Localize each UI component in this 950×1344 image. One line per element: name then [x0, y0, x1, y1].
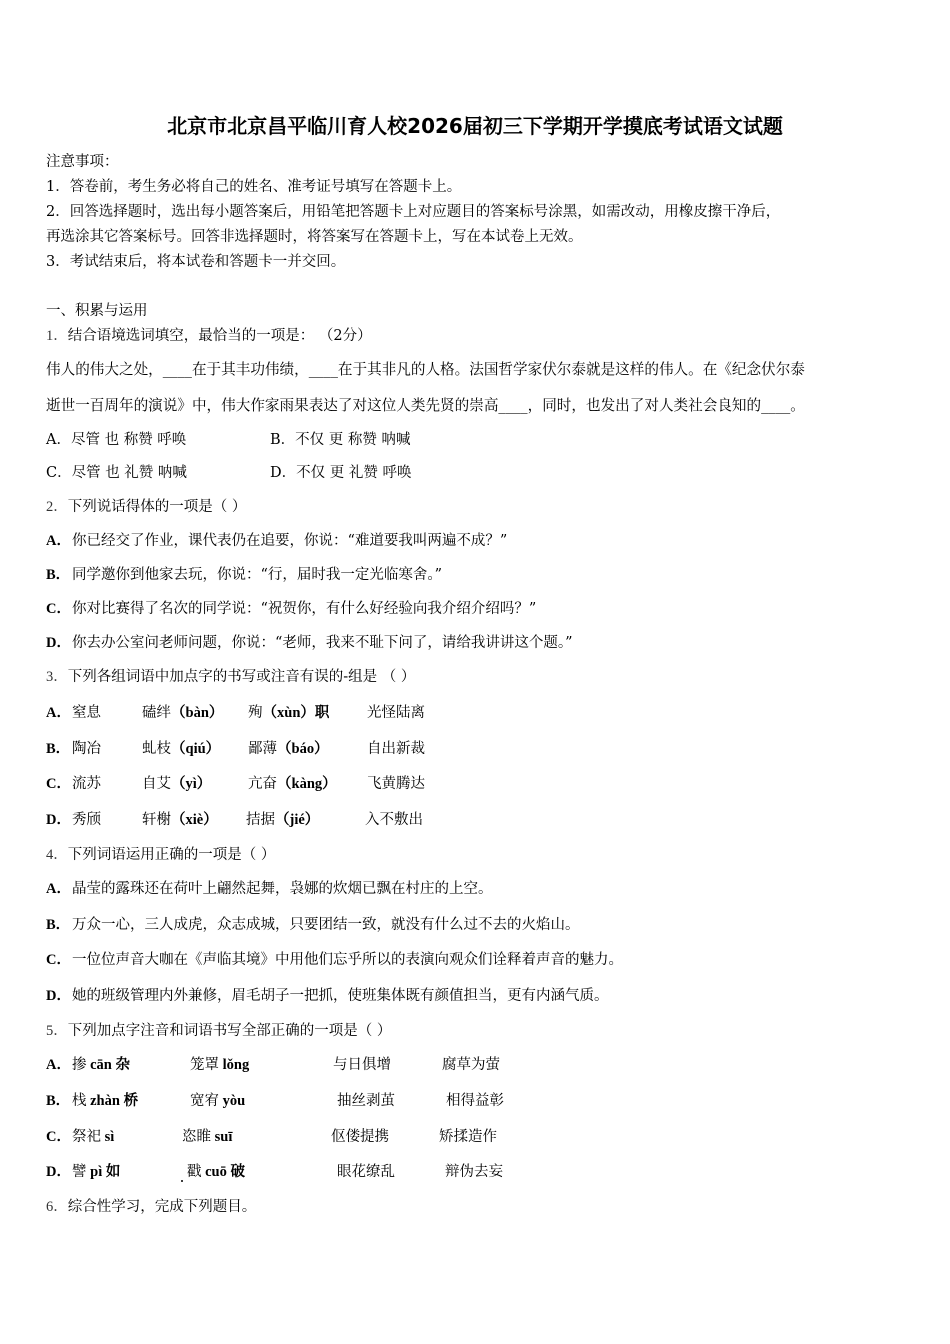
pinyin: （jié） [275, 812, 320, 828]
question-2-option [46, 599, 536, 619]
option-word: 掺 [72, 1057, 87, 1073]
option-cell: 相得益彰 [446, 1093, 504, 1109]
question-5-row [46, 1091, 138, 1111]
option-cell: 与日俱增 [333, 1057, 391, 1073]
question-5-stem [46, 1021, 391, 1041]
question-1-passage-line: 伟人的伟大之处，____在于其丰功伟绩，____在于其非凡的人格。法国哲学家伏尔泰就是这样的伟人。在《纪念伏尔泰 [46, 361, 805, 378]
notice-item: 再选涂其它答案标号。回答非选择题时，将答案写在答题卡上，写在本试卷上无效。 [46, 229, 583, 245]
option-label: B． [46, 741, 71, 757]
pinyin: pì 如 [86, 1164, 121, 1180]
option-cell [142, 703, 223, 723]
option-cell [190, 1055, 249, 1075]
option-label: D． [46, 988, 71, 1004]
emphasis-dot [181, 1180, 183, 1182]
pinyin: zhàn 桥 [86, 1093, 139, 1109]
option-word: 殉 [248, 705, 263, 721]
option-cell: 陶冶 [72, 741, 101, 757]
option-cell: 眼花缭乱 [337, 1164, 395, 1180]
option-word: 譬 [72, 1164, 87, 1180]
pinyin: （báo） [277, 741, 329, 757]
question-number: 6． [46, 1199, 68, 1215]
option-cell [246, 810, 319, 830]
option-text: 你去办公室问老师问题，你说：“老师，我来不耻下问了，请给我讲讲这个题。” [72, 635, 573, 651]
option-word: 轩榭 [142, 812, 171, 828]
notice-item: 3．考试结束后，将本试卷和答题卡一并交回。 [46, 254, 346, 270]
option-cell [142, 739, 220, 759]
question-5-row [46, 1055, 130, 1075]
question-6-stem [46, 1197, 256, 1217]
question-2-option [46, 565, 442, 585]
option-label: D． [46, 1164, 71, 1180]
option-cell: 伛偻提携 [331, 1129, 389, 1145]
page-title: 北京市北京昌平临川育人校2026届初三下学期开学摸底考试语文试题 [167, 114, 783, 138]
option-cell: 秀颀 [72, 812, 101, 828]
option-label: D． [46, 812, 71, 828]
question-3-row [46, 774, 101, 794]
option-cell: 飞黄腾达 [367, 776, 425, 792]
question-4-option [46, 986, 609, 1006]
option-word: 恣睢 [182, 1129, 211, 1145]
option-cell: 窒息 [72, 705, 101, 721]
option-cell: 光怪陆离 [367, 705, 425, 721]
option-cell [187, 1162, 245, 1182]
option-label: A． [46, 881, 71, 897]
question-5-row [46, 1162, 120, 1182]
option-label: C． [46, 601, 71, 617]
option-label: B． [46, 1093, 71, 1109]
pinyin: （bàn） [171, 705, 224, 721]
pinyin: cuō 破 [201, 1164, 245, 1180]
question-number: 2． [46, 499, 68, 515]
pinyin: suī [211, 1129, 233, 1145]
option-label: C． [46, 1129, 71, 1145]
option-label: B． [46, 917, 71, 933]
question-number: 1． [46, 328, 68, 344]
option-label: C． [46, 952, 71, 968]
option-word: 磕绊 [142, 705, 171, 721]
option-word: 自艾 [142, 776, 171, 792]
option-label: A． [46, 705, 71, 721]
notice-item: 2．回答选择题时，选出每小题答案后，用铅笔把答题卡上对应题目的答案标号涂黑，如需改动，用橡皮擦干净后， [46, 204, 781, 220]
option-cell [182, 1127, 232, 1147]
option-text: 万众一心，三人成虎，众志成城，只要团结一致，就没有什么过不去的火焰山。 [72, 917, 580, 933]
option-word: 笼罩 [190, 1057, 219, 1073]
option-word: 鄙薄 [248, 741, 277, 757]
option-text: 晶莹的露珠还在荷叶上翩然起舞，袅娜的炊烟已飘在村庄的上空。 [72, 881, 493, 897]
pinyin: （yì） [171, 776, 212, 792]
option-label: D． [46, 635, 71, 651]
pinyin: （qiú） [171, 741, 221, 757]
option-cell: 抽丝剥茧 [337, 1093, 395, 1109]
question-2-stem [46, 497, 246, 517]
question-text: 下列各组词语中加点字的书写或注音有误的-组是 （ ） [67, 669, 416, 685]
option-label: C． [46, 776, 71, 792]
option-label: A． [46, 533, 71, 549]
pinyin: （xùn）职 [262, 705, 330, 721]
question-2-option [46, 633, 573, 653]
option-word: 戳 [187, 1164, 202, 1180]
notice-item: 1．答卷前，考生务必将自己的姓名、准考证号填写在答题卡上。 [46, 179, 462, 195]
option-cell: 腐草为萤 [442, 1057, 500, 1073]
option-word: 拮据 [246, 812, 275, 828]
pinyin: lǒng [219, 1057, 250, 1073]
question-1-passage-line: 逝世一百周年的演说》中，伟大作家雨果表达了对这位人类先贤的崇高____，同时，也发出了对人类社会良知的____。 [46, 397, 805, 414]
question-text: 下列说话得体的一项是（ ） [67, 499, 247, 515]
pinyin: sì [101, 1129, 115, 1145]
option-word: 宽宥 [190, 1093, 219, 1109]
option-cell [142, 810, 218, 830]
question-2-option [46, 531, 507, 551]
option-text: 她的班级管理内外兼修，眉毛胡子一把抓，使班集体既有颜值担当，更有内涵气质。 [72, 988, 609, 1004]
question-3-row [46, 703, 101, 723]
question-5-row [46, 1127, 114, 1147]
question-text: 下列加点字注音和词语书写全部正确的一项是（ ） [67, 1023, 392, 1039]
option-cell [248, 774, 337, 794]
option-word: 栈 [72, 1093, 87, 1109]
question-number: 5． [46, 1023, 68, 1039]
option-cell: 辩伪去妄 [445, 1164, 503, 1180]
option-text: 你已经交了作业，课代表仍在追要，你说：“难道要我叫两遍不成？” [72, 533, 508, 549]
question-3-stem [46, 667, 415, 687]
notice-heading: 注意事项： [46, 154, 119, 170]
option-label: B． [46, 567, 71, 583]
option-word: 祭祀 [72, 1129, 101, 1145]
pinyin: yòu [219, 1093, 246, 1109]
question-text: 下列词语运用正确的一项是（ ） [67, 847, 276, 863]
pinyin: （kàng） [277, 776, 337, 792]
option-cell: 入不敷出 [365, 812, 423, 828]
question-3-row [46, 739, 101, 759]
option-cell [248, 703, 329, 723]
question-4-option [46, 879, 493, 899]
option-cell: 矫揉造作 [439, 1129, 497, 1145]
question-number: 4． [46, 847, 68, 863]
option-text: 你对比赛得了名次的同学说：“祝贺你，有什么好经验向我介绍介绍吗？” [72, 601, 537, 617]
question-1-option-d: D．不仅 更 礼赞 呼唤 [270, 465, 412, 481]
option-text: 同学邀你到他家去玩，你说：“行，届时我一定光临寒舍。” [72, 567, 443, 583]
option-cell: 自出新裁 [367, 741, 425, 757]
question-1-option-a: A．尽管 也 称赞 呼唤 [46, 432, 187, 448]
option-label: A． [46, 1057, 71, 1073]
question-1-option-b: B．不仅 更 称赞 呐喊 [270, 432, 411, 448]
pinyin: cān 杂 [86, 1057, 130, 1073]
option-word: 虬枝 [142, 741, 171, 757]
question-text: 综合性学习，完成下列题目。 [67, 1199, 257, 1215]
question-1-option-c: C．尽管 也 礼赞 呐喊 [46, 465, 187, 481]
question-1-stem [46, 326, 372, 346]
question-4-stem [46, 845, 275, 865]
option-text: 一位位声音大咖在《声临其境》中用他们忘乎所以的表演向观众们诠释着声音的魅力。 [72, 952, 623, 968]
section-heading: 一、积累与运用 [46, 303, 148, 319]
option-cell [248, 739, 329, 759]
question-text: 结合语境选词填空，最恰当的一项是： （2分） [67, 328, 372, 344]
question-4-option [46, 915, 580, 935]
option-cell [142, 774, 211, 794]
option-cell: 流苏 [72, 776, 101, 792]
question-3-row [46, 810, 101, 830]
option-word: 亢奋 [248, 776, 277, 792]
pinyin: （xiè） [171, 812, 218, 828]
question-4-option [46, 950, 623, 970]
question-number: 3． [46, 669, 68, 685]
option-cell [190, 1091, 245, 1111]
